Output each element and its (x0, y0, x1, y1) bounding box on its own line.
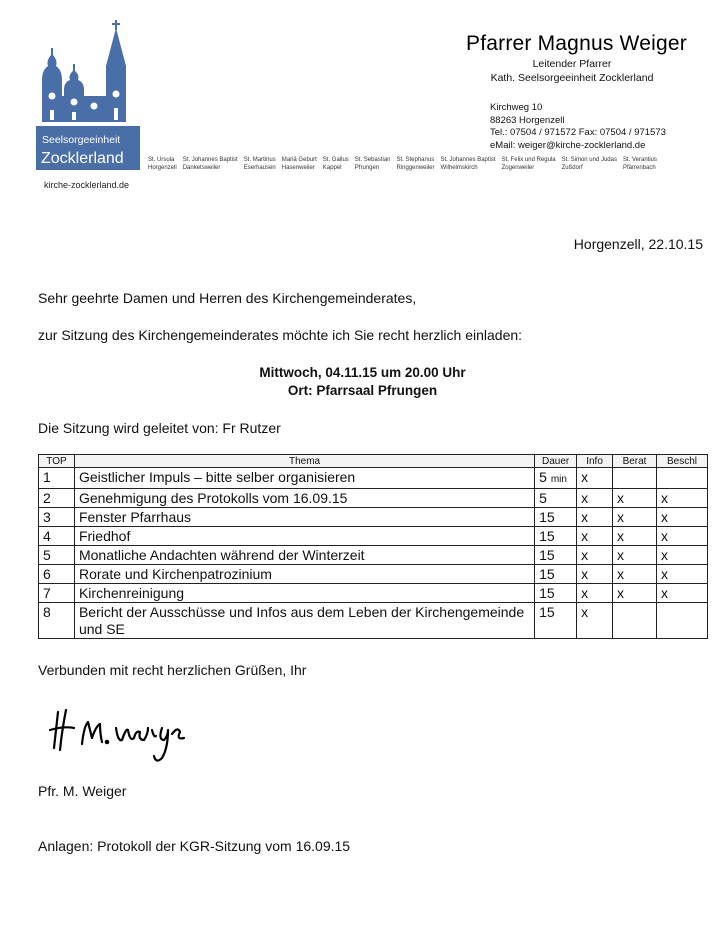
signer-name: Pfr. M. Weiger (38, 783, 127, 799)
agenda-info-value: x (581, 528, 589, 544)
agenda-cell-thema (74, 546, 534, 565)
meeting-info (0, 364, 725, 400)
parish-town: Kappel (322, 165, 342, 171)
agenda-beschl-value: x (661, 547, 668, 563)
parish-town: Pfärrenbach (622, 165, 656, 171)
agenda-berat-value: x (617, 566, 625, 582)
parish-name: St. Simon und Judas (561, 157, 617, 163)
logo-line1: Seelsorgeeinheit (42, 134, 121, 146)
agenda-dauer-value: 15 (539, 566, 555, 582)
agenda-cell-berat (613, 603, 657, 639)
agenda-cell-dauer (535, 468, 577, 489)
agenda-dauer-unit: min (550, 474, 567, 485)
agenda-info-value: x (581, 469, 589, 485)
agenda-cell-thema (74, 527, 534, 546)
agenda-cell-info (577, 546, 613, 565)
parish-town: Danketsweiler (182, 165, 221, 171)
parish-item (183, 156, 238, 172)
agenda-beschl-value: x (661, 509, 668, 525)
agenda-cell-thema (74, 584, 534, 603)
letter-date: Horgenzell, 22.10.15 (573, 236, 703, 252)
agenda-top-value: 8 (43, 604, 51, 620)
agenda-dauer-value: 15 (539, 509, 555, 525)
agenda-beschl-value: x (661, 566, 668, 582)
agenda-cell-top (39, 584, 75, 603)
parish-list (148, 156, 663, 172)
letterhead-address (490, 102, 666, 152)
agenda-thema-value: Geistlicher Impuls – bitte selber organisieren (78, 469, 356, 485)
agenda-berat-value: x (617, 509, 625, 525)
parish-item (623, 156, 657, 172)
parish-item (441, 156, 496, 172)
agenda-cell-info (577, 584, 613, 603)
letterhead-unit: Kath. Seelsorgeeinheit Zocklerland (490, 72, 654, 84)
intro-text: zur Sitzung des Kirchengemeinderates möchte ich Sie recht herzlich einladen: (38, 327, 523, 343)
agenda-cell-berat (613, 527, 657, 546)
agenda-cell-thema (74, 468, 534, 489)
address-street: Kirchweg 10 (490, 102, 543, 113)
table-row (39, 508, 708, 527)
parish-name: St. Johannes Baptist (182, 157, 238, 163)
agenda-header-cell: Beschl (657, 455, 708, 468)
signature-image (44, 700, 194, 770)
agenda-table (38, 454, 708, 639)
agenda-thema-value: Friedhof (78, 528, 131, 544)
agenda-berat-value: x (617, 547, 625, 563)
parish-name: St. Ursula (148, 157, 175, 163)
agenda-cell-dauer (535, 527, 577, 546)
agenda-cell-beschl (657, 508, 708, 527)
agenda-info-value: x (581, 509, 589, 525)
agenda-header-row (39, 455, 708, 468)
agenda-cell-top (39, 603, 75, 639)
agenda-cell-dauer (535, 546, 577, 565)
table-row (39, 565, 708, 584)
agenda-cell-dauer (535, 489, 577, 508)
parish-item (323, 156, 349, 172)
agenda-top-value: 5 (43, 547, 51, 563)
agenda-cell-info (577, 489, 613, 508)
agenda-cell-info (577, 603, 613, 639)
agenda-cell-beschl (657, 527, 708, 546)
agenda-cell-berat (613, 489, 657, 508)
address-email: eMail: weiger@kirche-zocklerland.de (490, 139, 646, 151)
agenda-cell-thema (74, 489, 534, 508)
agenda-cell-top (39, 565, 75, 584)
meeting-place: Ort: Pfarrsaal Pfrungen (287, 383, 438, 398)
parish-name: St. Martinus (243, 157, 276, 163)
agenda-berat-value: x (617, 585, 625, 601)
closing-text: Verbunden mit recht herzlichen Grüßen, Ihr (38, 662, 307, 678)
agenda-cell-beschl (657, 584, 708, 603)
agenda-thema-value: Kirchenreinigung (78, 585, 185, 601)
logo-line2: Zocklerland (41, 150, 124, 167)
agenda-thema-value: Monatliche Andachten während der Winterzeit (78, 547, 365, 563)
agenda-top-value: 3 (43, 509, 51, 525)
agenda-header-cell: Dauer (535, 455, 577, 468)
agenda-dauer-value: 15 (539, 585, 555, 601)
parish-town: Hasenweiler (281, 165, 315, 171)
agenda-cell-top (39, 489, 75, 508)
agenda-cell-info (577, 565, 613, 584)
agenda-cell-berat (613, 584, 657, 603)
parish-item (282, 156, 317, 172)
parish-item (355, 156, 391, 172)
agenda-cell-thema (74, 565, 534, 584)
greeting: Sehr geehrte Damen und Herren des Kirchengemeinderates, (38, 290, 417, 306)
table-row (39, 527, 708, 546)
agenda-dauer-value: 5 (539, 490, 547, 506)
parish-name: St. Stephanus (396, 157, 435, 163)
parish-name: St. Verantius (622, 157, 658, 163)
parish-name: St. Gallus (322, 157, 349, 163)
agenda-beschl-value: x (661, 528, 668, 544)
attachments-note: Anlagen: Protokoll der KGR-Sitzung vom 16.09.15 (38, 838, 351, 854)
table-row (39, 468, 708, 489)
agenda-cell-info (577, 527, 613, 546)
agenda-berat-value: x (617, 490, 625, 506)
agenda-info-value: x (581, 547, 589, 563)
agenda-cell-berat (613, 468, 657, 489)
parish-name: St. Sebastian (354, 157, 391, 163)
agenda-cell-info (577, 468, 613, 489)
agenda-thema-value: Rorate und Kirchenpatrozinium (78, 566, 272, 582)
meeting-leader: Die Sitzung wird geleitet von: Fr Rutzer (38, 420, 281, 436)
agenda-cell-dauer (535, 565, 577, 584)
agenda-header-cell: Berat (613, 455, 657, 468)
parish-name: Mariä Geburt (281, 157, 317, 163)
meeting-date: Mittwoch, 04.11.15 um 20.00 Uhr (259, 365, 466, 380)
agenda-cell-beschl (657, 546, 708, 565)
agenda-beschl-value: x (661, 490, 668, 506)
parish-town: Zußdorf (561, 165, 583, 171)
agenda-cell-dauer (535, 508, 577, 527)
parish-item (502, 156, 556, 172)
logo-url: kirche-zocklerland.de (44, 180, 130, 190)
agenda-cell-berat (613, 546, 657, 565)
agenda-thema-value: Fenster Pfarrhaus (78, 509, 192, 525)
agenda-cell-dauer (535, 603, 577, 639)
agenda-cell-top (39, 546, 75, 565)
agenda-cell-beschl (657, 603, 708, 639)
agenda-cell-info (577, 508, 613, 527)
agenda-dauer-value: 15 (539, 604, 555, 620)
parish-name: St. Felix und Regula (501, 157, 556, 163)
church-logo-icon (36, 18, 140, 170)
agenda-info-value: x (581, 490, 589, 506)
agenda-cell-berat (613, 565, 657, 584)
agenda-info-value: x (581, 604, 589, 620)
parish-town: Horgenzell (148, 165, 177, 171)
agenda-dauer-value: 15 (539, 547, 555, 563)
parish-name: St. Johannes Baptist (440, 157, 496, 163)
agenda-cell-top (39, 468, 75, 489)
parish-town: Pfrungen (354, 165, 380, 171)
agenda-info-value: x (581, 585, 589, 601)
agenda-header-cell: TOP (39, 455, 75, 468)
agenda-top-value: 7 (43, 585, 51, 601)
agenda-cell-top (39, 508, 75, 527)
parish-town: Wilhelmskirch (440, 165, 478, 171)
agenda-top-value: 4 (43, 528, 51, 544)
agenda-cell-beschl (657, 565, 708, 584)
table-row (39, 603, 708, 639)
agenda-dauer-value: 5 (539, 469, 547, 485)
agenda-dauer-value: 15 (539, 528, 555, 544)
parish-town: Zogenweiler (501, 165, 535, 171)
agenda-cell-dauer (535, 584, 577, 603)
agenda-header-cell: Thema (74, 455, 534, 468)
agenda-cell-beschl (657, 489, 708, 508)
parish-item (244, 156, 276, 172)
agenda-berat-value: x (617, 528, 625, 544)
agenda-cell-beschl (657, 468, 708, 489)
agenda-cell-thema (74, 508, 534, 527)
agenda-top-value: 6 (43, 566, 51, 582)
letterhead-name: Pfarrer Magnus Weiger (466, 32, 687, 55)
letterhead-role: Leitender Pfarrer (532, 58, 612, 70)
agenda-thema-value: Genehmigung des Protokolls vom 16.09.15 (78, 490, 348, 506)
parish-item (397, 156, 435, 172)
agenda-top-value: 2 (43, 490, 51, 506)
parish-item (148, 156, 177, 172)
table-row (39, 584, 708, 603)
agenda-info-value: x (581, 566, 589, 582)
table-row (39, 489, 708, 508)
address-phone: Tel.: 07504 / 971572 Fax: 07504 / 971573 (490, 127, 666, 138)
agenda-top-value: 1 (43, 469, 51, 485)
letterhead (466, 32, 716, 84)
table-row (39, 546, 708, 565)
agenda-thema-value: Bericht der Ausschüsse und Infos aus dem Leben der Kirchengemeinde und SE (78, 604, 525, 637)
agenda-cell-thema (74, 603, 534, 639)
parish-town: Ringgenweiler (396, 165, 435, 171)
parish-item (562, 156, 617, 172)
agenda-cell-top (39, 527, 75, 546)
agenda-header-cell: Info (577, 455, 613, 468)
agenda-beschl-value: x (661, 585, 668, 601)
address-city: 88263 Horgenzell (490, 114, 565, 126)
agenda-cell-berat (613, 508, 657, 527)
parish-town: Eserhausen (243, 165, 276, 171)
